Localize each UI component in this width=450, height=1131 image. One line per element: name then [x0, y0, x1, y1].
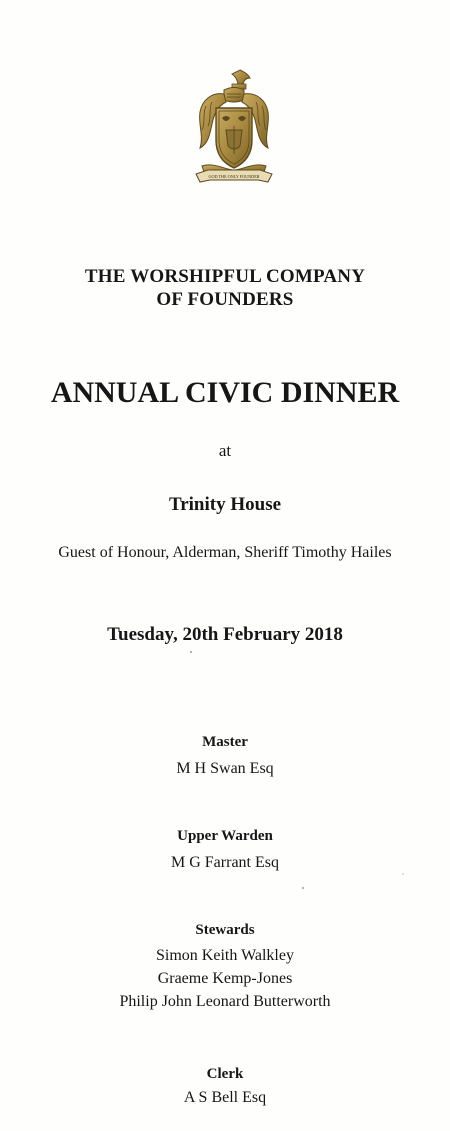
steward-name: Graeme Kemp-Jones	[157, 970, 293, 987]
crest-motto: GOD THE ONLY FOUNDER	[208, 174, 260, 179]
event-title: ANNUAL CIVIC DINNER	[50, 376, 400, 409]
coat-of-arms-icon	[188, 66, 280, 192]
company-name-line-2: OF FOUNDERS	[156, 289, 294, 310]
paper-speck	[402, 873, 404, 875]
paper-speck	[190, 651, 192, 653]
steward-name: Philip John Leonard Butterworth	[119, 993, 331, 1010]
stewards-title: Stewards	[195, 922, 255, 938]
at-label: at	[218, 441, 232, 460]
paper-speck	[302, 887, 304, 889]
upper-warden-name: M G Farrant Esq	[171, 854, 279, 871]
guest-of-honour: Guest of Honour, Alderman, Sheriff Timothy Hailes	[58, 544, 392, 561]
company-name-line-1: THE WORSHIPFUL COMPANY	[84, 266, 366, 287]
clerk-title: Clerk	[206, 1066, 244, 1082]
clerk-name: A S Bell Esq	[183, 1089, 267, 1106]
steward-name: Simon Keith Walkley	[156, 947, 294, 964]
venue-name: Trinity House	[168, 494, 282, 515]
upper-warden-title: Upper Warden	[177, 828, 273, 844]
event-date: Tuesday, 20th February 2018	[107, 624, 343, 645]
master-name: M H Swan Esq	[176, 760, 274, 777]
master-title: Master	[202, 734, 248, 750]
